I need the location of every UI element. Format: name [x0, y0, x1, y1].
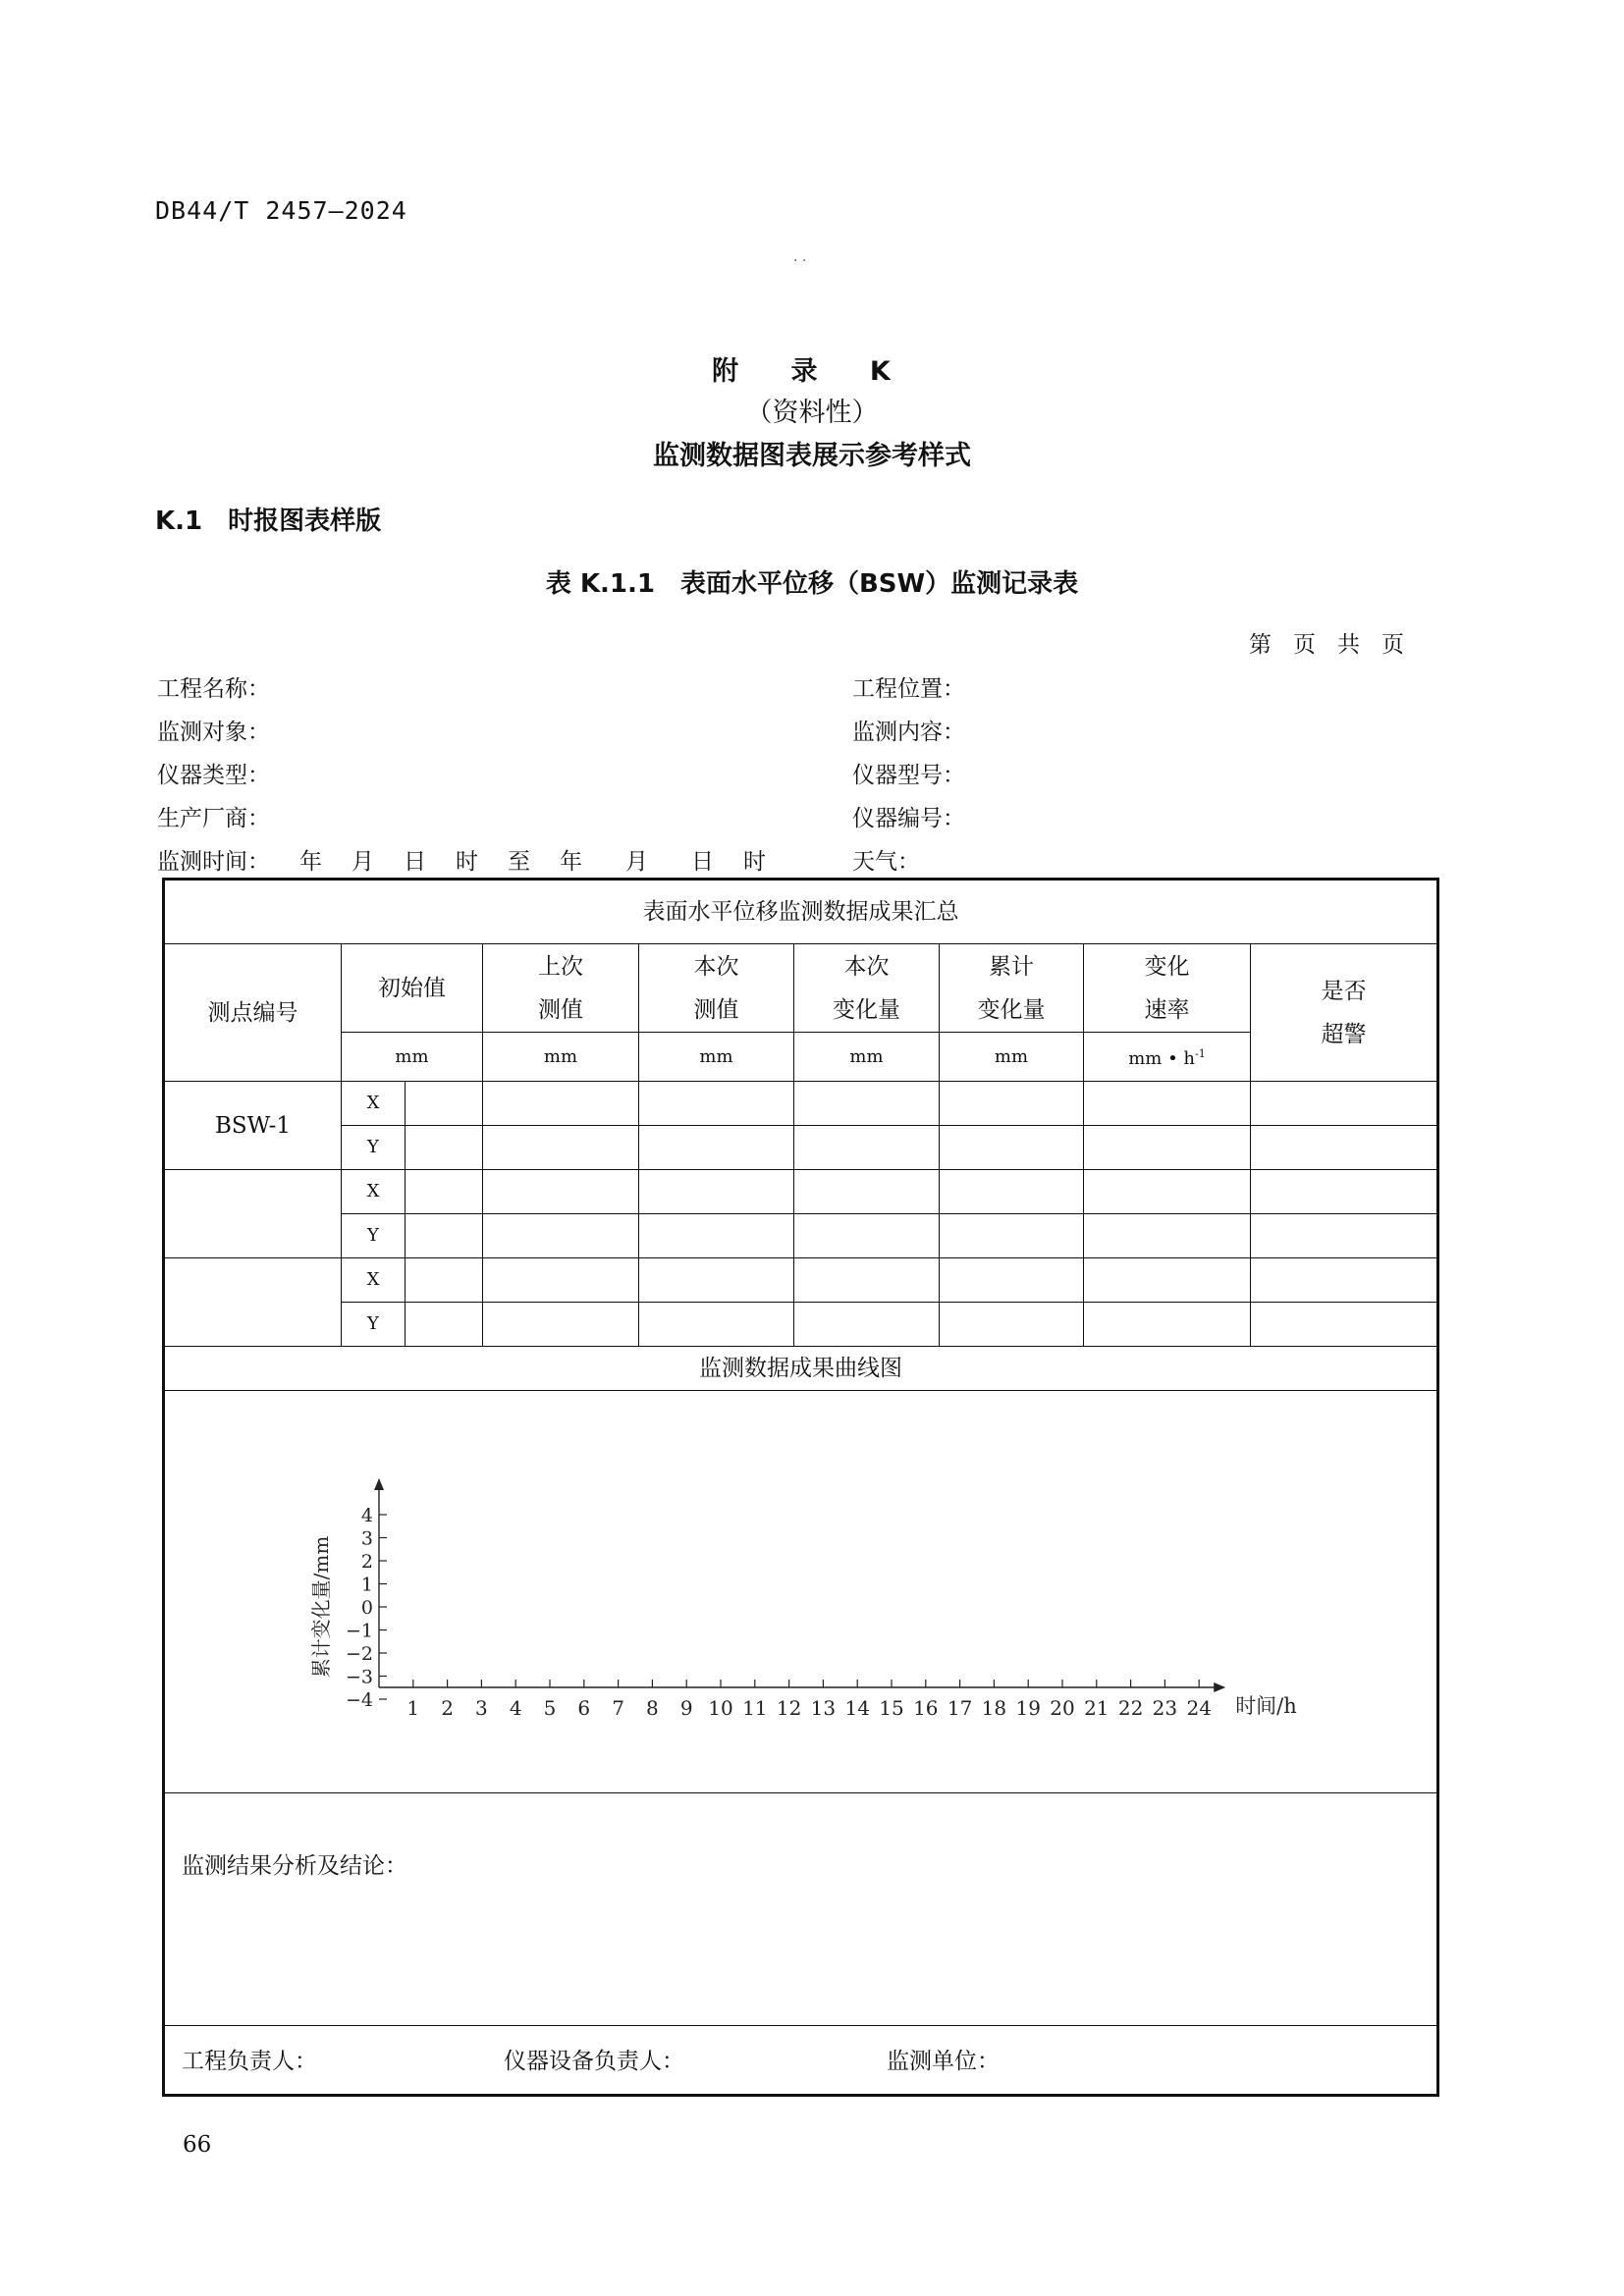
- field-project-location: 工程位置：: [852, 676, 965, 702]
- x-tick-label: 17: [947, 1696, 973, 1720]
- data-cell[interactable]: [1084, 1082, 1251, 1126]
- x-tick-label: 2: [441, 1696, 454, 1720]
- data-cell[interactable]: [1251, 1214, 1438, 1258]
- data-cell[interactable]: [1084, 1258, 1251, 1303]
- unit-last: mm: [483, 1033, 639, 1082]
- monitor-time-part: 时: [456, 849, 478, 875]
- monitor-time-part: 日: [404, 849, 426, 875]
- page-info-part: 第: [1249, 632, 1272, 658]
- header-current-line1: 本次: [693, 953, 739, 980]
- data-cell[interactable]: [1251, 1258, 1438, 1303]
- x-tick-label: 8: [646, 1696, 659, 1720]
- field-instrument-type: 仪器类型：: [157, 763, 270, 788]
- data-cell[interactable]: [1251, 1082, 1438, 1126]
- x-tick-label: 22: [1117, 1696, 1144, 1720]
- header-dots: · ·: [793, 253, 807, 269]
- monitor-time-part: 月: [352, 849, 374, 875]
- header-cumulative-line1: 累计: [989, 953, 1034, 980]
- data-cell[interactable]: [794, 1214, 940, 1258]
- field-project-name: 工程名称：: [157, 676, 270, 702]
- y-tick-label: 4: [360, 1505, 373, 1526]
- data-cell[interactable]: [1084, 1170, 1251, 1214]
- cumulative-change-chart: [165, 1391, 1435, 1789]
- summary-title: 表面水平位移监测数据成果汇总: [164, 880, 1438, 944]
- data-cell[interactable]: [639, 1126, 794, 1170]
- axis-cell: Y: [342, 1214, 406, 1258]
- y-axis-label: 累计变化量/mm: [309, 1535, 333, 1679]
- monitor-time-label: 监测时间：: [157, 849, 270, 875]
- data-cell[interactable]: [940, 1126, 1084, 1170]
- field-monitor-time: [157, 843, 785, 876]
- unit-current: mm: [639, 1033, 794, 1082]
- x-tick-label: 6: [577, 1696, 591, 1720]
- point-id-cell[interactable]: [164, 1258, 342, 1347]
- data-cell[interactable]: [940, 1214, 1084, 1258]
- table-caption: 表 K.1.1 表面水平位移（BSW）监测记录表: [545, 569, 1079, 599]
- header-initial: 初始值: [342, 944, 483, 1033]
- chart-title: 监测数据成果曲线图: [164, 1347, 1438, 1391]
- signature-row: [164, 2026, 1438, 2096]
- data-cell[interactable]: [639, 1214, 794, 1258]
- document-number: DB44/T 2457—2024: [155, 196, 407, 225]
- data-cell[interactable]: [483, 1258, 639, 1303]
- data-cell[interactable]: [794, 1126, 940, 1170]
- x-tick-label: 18: [981, 1696, 1007, 1720]
- field-monitor-object: 监测对象：: [157, 720, 270, 745]
- header-cumulative: [940, 944, 1084, 1033]
- data-cell[interactable]: [483, 1170, 639, 1214]
- x-tick-label: 1: [406, 1696, 420, 1720]
- y-axis-arrow: [374, 1478, 384, 1490]
- header-alarm-line2: 超警: [1321, 1021, 1367, 1047]
- monitor-time-part: 年: [299, 849, 322, 875]
- data-cell[interactable]: [483, 1082, 639, 1126]
- field-weather: 天气：: [852, 849, 920, 875]
- section-title: K.1 时报图表样版: [155, 507, 382, 536]
- point-id-cell[interactable]: [164, 1170, 342, 1258]
- x-tick-label: 13: [810, 1696, 837, 1720]
- x-tick-label: 16: [913, 1696, 939, 1720]
- data-cell[interactable]: [794, 1258, 940, 1303]
- data-cell[interactable]: [794, 1303, 940, 1347]
- y-tick-label: −1: [345, 1620, 373, 1642]
- data-cell[interactable]: [1251, 1126, 1438, 1170]
- x-axis-label: 时间/h: [1235, 1694, 1297, 1718]
- unit-rate-text: mm • h: [1128, 1048, 1196, 1069]
- unit-change: mm: [794, 1033, 940, 1082]
- monitor-time-part: 日: [691, 849, 714, 875]
- data-cell[interactable]: [940, 1082, 1084, 1126]
- y-tick-label: 2: [360, 1551, 373, 1573]
- axis-cell: X: [342, 1170, 406, 1214]
- x-tick-label: 12: [776, 1696, 802, 1720]
- point-id-cell: BSW-1: [164, 1082, 342, 1170]
- monitor-time-part: 月: [625, 849, 648, 875]
- project-lead-label: 工程负责人：: [182, 2049, 317, 2074]
- axis-cell: X: [342, 1258, 406, 1303]
- header-change-line2: 变化量: [833, 996, 900, 1023]
- data-cell[interactable]: [639, 1170, 794, 1214]
- data-cell[interactable]: [1084, 1126, 1251, 1170]
- data-cell[interactable]: [406, 1082, 483, 1126]
- unit-rate: [1084, 1033, 1251, 1082]
- header-rate-line1: 变化: [1144, 953, 1190, 980]
- data-cell[interactable]: [406, 1214, 483, 1258]
- x-tick-label: 23: [1152, 1696, 1178, 1720]
- x-tick-label: 11: [742, 1696, 768, 1720]
- data-cell[interactable]: [1084, 1214, 1251, 1258]
- y-tick-label: −3: [345, 1666, 373, 1688]
- page-number: 66: [183, 2132, 212, 2158]
- field-manufacturer: 生产厂商：: [157, 806, 270, 831]
- monitor-time-part: 时: [743, 849, 766, 875]
- x-tick-label: 5: [543, 1696, 557, 1720]
- unit-initial: mm: [342, 1033, 483, 1082]
- data-cell[interactable]: [639, 1082, 794, 1126]
- header-cumulative-line2: 变化量: [977, 996, 1046, 1023]
- monitoring-record-table: [162, 878, 1439, 2097]
- conclusion-label: 监测结果分析及结论：: [182, 1853, 407, 1879]
- x-tick-label: 10: [708, 1696, 733, 1720]
- x-tick-label: 21: [1084, 1696, 1110, 1720]
- data-cell[interactable]: [639, 1258, 794, 1303]
- x-tick-label: 15: [879, 1696, 904, 1720]
- field-instrument-model: 仪器型号：: [852, 763, 965, 788]
- equipment-lead-label: 仪器设备负责人：: [504, 2049, 684, 2074]
- header-rate: [1084, 944, 1251, 1033]
- unit-cumulative: mm: [940, 1033, 1084, 1082]
- header-rate-line2: 速率: [1144, 996, 1190, 1023]
- page-info-part: 共: [1337, 632, 1360, 658]
- monitor-time-part: 至: [508, 849, 530, 875]
- appendix-subtitle: 监测数据图表展示参考样式: [653, 441, 971, 471]
- data-cell[interactable]: [483, 1303, 639, 1347]
- header-change: [794, 944, 940, 1033]
- header-last: [483, 944, 639, 1033]
- appendix-type: （资料性）: [745, 398, 879, 428]
- data-cell[interactable]: [1084, 1303, 1251, 1347]
- page-info: [1249, 626, 1404, 659]
- y-tick-label: 3: [360, 1527, 373, 1550]
- x-tick-label: 19: [1015, 1696, 1041, 1720]
- data-cell[interactable]: [406, 1170, 483, 1214]
- x-tick-label: 3: [475, 1696, 488, 1720]
- data-cell[interactable]: [1251, 1170, 1438, 1214]
- data-cell[interactable]: [940, 1170, 1084, 1214]
- header-current: [639, 944, 794, 1033]
- data-cell[interactable]: [406, 1303, 483, 1347]
- monitoring-unit-label: 监测单位：: [887, 2049, 1000, 2074]
- y-tick-label: 1: [360, 1574, 373, 1596]
- conclusion-cell[interactable]: [164, 1793, 1438, 2026]
- axis-cell: Y: [342, 1126, 406, 1170]
- axis-cell: X: [342, 1082, 406, 1126]
- data-cell[interactable]: [406, 1126, 483, 1170]
- x-tick-label: 9: [679, 1696, 693, 1720]
- y-tick-label: −4: [345, 1689, 373, 1711]
- appendix-title: 附 录 K: [712, 356, 912, 387]
- header-last-line2: 测值: [538, 996, 583, 1023]
- page-info-part: 页: [1381, 632, 1404, 658]
- page-info-part: 页: [1293, 632, 1316, 658]
- field-monitor-content: 监测内容：: [852, 720, 965, 745]
- data-cell[interactable]: [483, 1126, 639, 1170]
- data-cell[interactable]: [639, 1303, 794, 1347]
- header-point-id: 测点编号: [164, 944, 342, 1082]
- data-cell[interactable]: [794, 1082, 940, 1126]
- field-instrument-number: 仪器编号：: [852, 806, 965, 831]
- header-alarm: [1251, 944, 1438, 1082]
- header-alarm-line1: 是否: [1321, 978, 1367, 1004]
- header-change-line1: 本次: [843, 953, 890, 980]
- y-tick-label: 0: [360, 1597, 373, 1619]
- axis-cell: Y: [342, 1303, 406, 1347]
- x-tick-label: 24: [1186, 1696, 1212, 1720]
- header-current-line2: 测值: [693, 996, 739, 1023]
- monitor-time-part: 年: [560, 849, 582, 875]
- y-tick-label: −2: [345, 1643, 373, 1665]
- x-tick-label: 20: [1050, 1696, 1075, 1720]
- chart-cell: [164, 1391, 1438, 1793]
- data-cell[interactable]: [1251, 1303, 1438, 1347]
- data-cell[interactable]: [406, 1258, 483, 1303]
- data-cell[interactable]: [940, 1258, 1084, 1303]
- x-tick-label: 4: [509, 1696, 522, 1720]
- data-cell[interactable]: [483, 1214, 639, 1258]
- x-tick-label: 14: [844, 1696, 870, 1720]
- x-axis-arrow: [1214, 1682, 1225, 1692]
- data-cell[interactable]: [940, 1303, 1084, 1347]
- data-cell[interactable]: [794, 1170, 940, 1214]
- header-last-line1: 上次: [538, 953, 583, 980]
- unit-rate-sup: -1: [1195, 1047, 1206, 1060]
- x-tick-label: 7: [612, 1696, 624, 1720]
